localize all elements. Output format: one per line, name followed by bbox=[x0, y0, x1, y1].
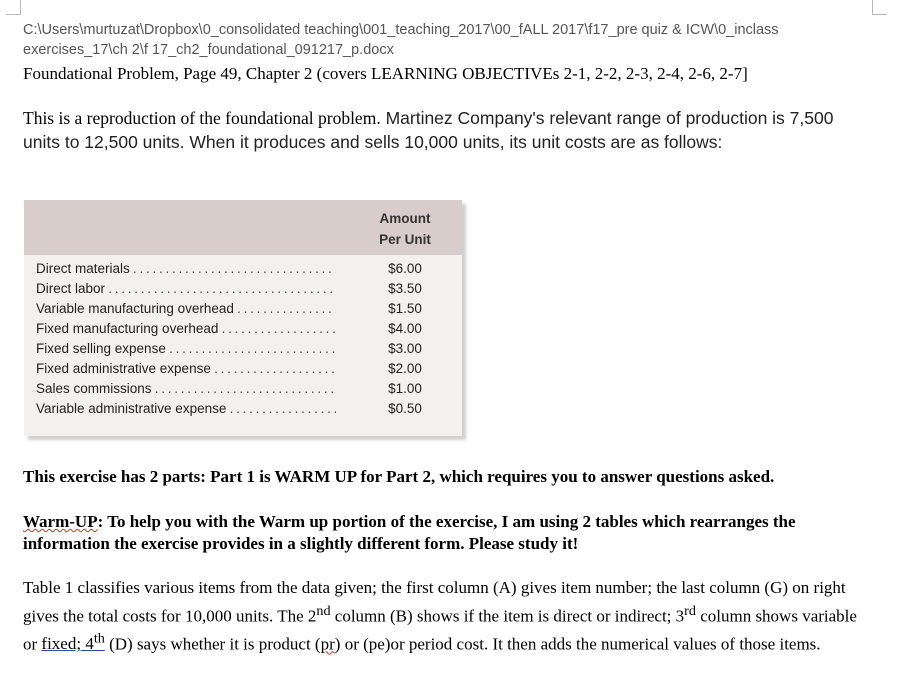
table1-text-5: ) or (pe)or period cost. It then adds the numerical values of those items. bbox=[334, 634, 821, 654]
table-row bbox=[24, 279, 462, 299]
fixed-word: fixed; 4 bbox=[41, 634, 94, 654]
row-value: $2.00 bbox=[388, 361, 422, 376]
table1-text-3: column shows variable or bbox=[23, 606, 857, 654]
row-label: Sales commissions . . . bbox=[36, 379, 336, 399]
row-label: Direct materials . . . bbox=[36, 259, 336, 279]
row-label: Fixed selling expense . . . bbox=[36, 339, 336, 359]
table-body bbox=[24, 259, 462, 419]
file-path-text: C:\Users\murtuzat\Dropbox\0_consolidated teaching\001_teaching_2017\00_fALL 2017\f17_pre quiz & ICW\0_inclass exercises_17\ch 2\f 17_ch2_foundational_091217_p.docx bbox=[23, 22, 779, 58]
amount-per-unit-header bbox=[370, 208, 440, 250]
parts-instruction: This exercise has 2 parts: Part 1 is WARM UP for Part 2, which requires you to answer questions asked. bbox=[23, 467, 775, 486]
table1-text-1: Table 1 classifies various items from the data given; the first column (A) gives item number; the last column (G) on right gives the total costs for 10,000 units. The 2 bbox=[23, 578, 846, 626]
row-value: $4.00 bbox=[388, 321, 422, 336]
intro-paragraph bbox=[23, 106, 873, 154]
page-corner-mark-right bbox=[872, 0, 887, 15]
table-row bbox=[24, 319, 462, 339]
header-amount: Amount bbox=[379, 211, 431, 226]
table-row bbox=[24, 379, 462, 399]
table1-text-4: (D) says whether it is product ( bbox=[104, 634, 321, 654]
row-value: $1.50 bbox=[388, 301, 422, 316]
row-label: Variable administrative expense . . . bbox=[36, 399, 336, 419]
table1-text-2: column (B) shows if the item is direct or indirect; 3 bbox=[330, 606, 685, 626]
superscript-th: th bbox=[93, 630, 105, 647]
fixed-text bbox=[41, 630, 105, 654]
row-value: $1.00 bbox=[388, 381, 422, 396]
superscript-rd: rd bbox=[684, 602, 696, 619]
unit-cost-table bbox=[24, 200, 462, 436]
row-label: Variable manufacturing overhead . . . bbox=[36, 299, 336, 319]
page-corner-mark-left bbox=[6, 0, 21, 15]
intro-serif-text: This is a reproduction of the foundational problem. bbox=[23, 108, 381, 128]
row-value: $0.50 bbox=[388, 401, 422, 416]
warmup-paragraph bbox=[23, 511, 883, 555]
row-label: Fixed manufacturing overhead . . . bbox=[36, 319, 336, 339]
table-row bbox=[24, 399, 462, 419]
table-row bbox=[24, 259, 462, 279]
table-header bbox=[24, 200, 462, 255]
row-value: $3.00 bbox=[388, 341, 422, 356]
warmup-label: Warm-UP bbox=[23, 512, 98, 531]
row-label: Fixed administrative expense . . . bbox=[36, 359, 336, 379]
warmup-text: : To help you with the Warm up portion of the exercise, I am using 2 tables which rearranges the information the exercise provides in a slightly different form. Please study it! bbox=[23, 512, 796, 553]
pr-text: pr bbox=[320, 634, 335, 654]
table-row bbox=[24, 339, 462, 359]
table-row bbox=[24, 359, 462, 379]
header-per-unit: Per Unit bbox=[379, 232, 431, 247]
row-label: Direct labor . . . bbox=[36, 279, 336, 299]
intro-sans-text: Martinez Company's relevant range of production is 7,500 units to 12,500 units. When it produces and sells 10,000 units, its unit costs are as follows: bbox=[23, 108, 834, 152]
row-value: $6.00 bbox=[388, 261, 422, 276]
foundational-heading: Foundational Problem, Page 49, Chapter 2 (covers LEARNING OBJECTIVEs 2-1, 2-2, 2-3, 2-4, 2-6, 2-7] bbox=[23, 64, 748, 83]
table1-description bbox=[23, 577, 873, 656]
superscript-nd: nd bbox=[316, 602, 331, 619]
table-row bbox=[24, 299, 462, 319]
row-value: $3.50 bbox=[388, 281, 422, 296]
